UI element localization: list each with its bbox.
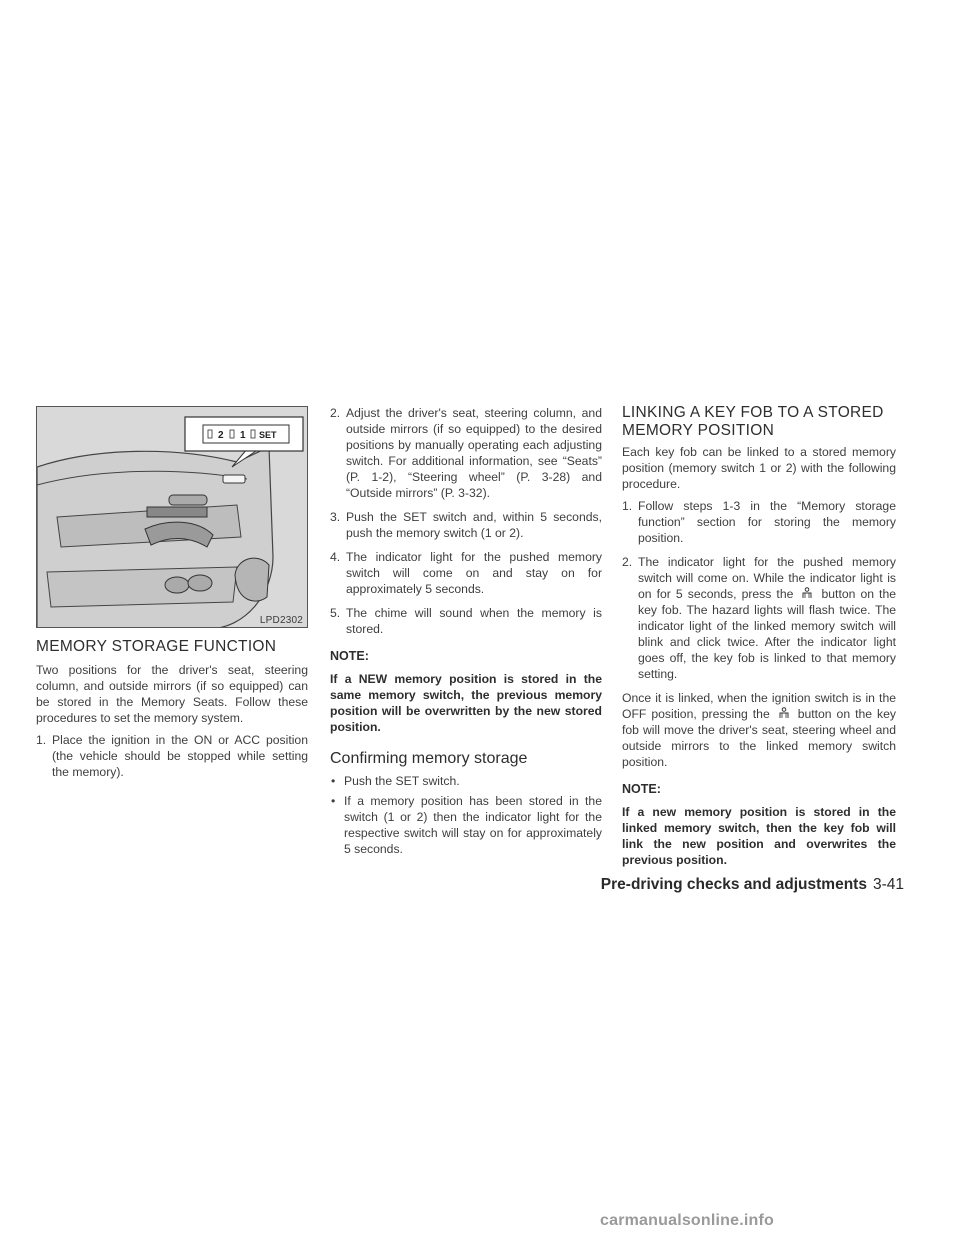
- memory-step-2: [330, 405, 602, 501]
- confirming-bullet-1: • Push the SET switch.: [330, 773, 602, 789]
- step-number: 2.: [330, 406, 341, 420]
- memory-steps-continued: [330, 405, 602, 857]
- memory-step-3: [330, 509, 602, 541]
- linking-step-2: [622, 554, 896, 682]
- section-title: Pre-driving checks and adjustments: [600, 876, 867, 893]
- memory-step-4: [330, 549, 602, 597]
- step-text: Follow steps 1-3 in the “Memory storage function” section for storing the memory position.: [638, 499, 896, 545]
- step-text: Place the ignition in the ON or ACC position (the vehicle should be stopped while setting the memory).: [52, 733, 308, 779]
- step-number: 3.: [330, 510, 341, 524]
- step-text: Adjust the driver's seat, steering column, and outside mirrors (if so equipped) to the desired positions by manually operating each adjusting switch. For additional information, see “Seats” (P. 1-2), “Steering wheel” (P. 3-28) and “Outside mirrors” (P. 3-32).: [346, 406, 602, 500]
- page-number: 3-41: [872, 876, 904, 893]
- bullet-text: Push the SET switch.: [344, 774, 460, 788]
- linking-note-text: If a new memory position is stored in the linked memory switch, then the key fob will link the new position and overwrites the previous position.: [622, 805, 896, 867]
- memory-storage-section: [36, 638, 308, 780]
- step-text: The chime will sound when the memory is stored.: [346, 606, 602, 636]
- memory-step-1: [36, 732, 308, 780]
- step-text: Push the SET switch and, within 5 seconds, push the memory switch (1 or 2).: [346, 510, 602, 540]
- confirming-heading: Confirming memory storage: [330, 750, 528, 767]
- memory-storage-intro: Two positions for the driver's seat, steering column, and outside mirrors (if so equipped) can be stored in the Memory Seats. Follow these procedures to set the memory system.: [36, 663, 308, 725]
- memory-note-text: If a NEW memory position is stored in the same memory switch, the previous memory position will be overwritten by the new stored position.: [330, 672, 602, 734]
- switch-label-2: 2: [218, 430, 224, 441]
- step-number: 4.: [330, 550, 341, 564]
- switch-label-set: SET: [259, 430, 277, 440]
- step-number: 2.: [622, 555, 633, 569]
- memory-storage-heading: MEMORY STORAGE FUNCTION: [36, 638, 277, 655]
- memory-note-label: NOTE:: [330, 649, 369, 663]
- step-number: 1.: [36, 733, 47, 747]
- confirming-bullet-2: • If a memory position has been stored in the switch (1 or 2) then the indicator light for the respective switch will stay on for approximately 5 seconds.: [331, 794, 602, 856]
- linking-intro: Each key fob can be linked to a stored memory position (memory switch 1 or 2) with the following procedure.: [622, 445, 896, 491]
- step-text: The indicator light for the pushed memory switch will come on and stay on for approximately 5 seconds.: [346, 550, 602, 596]
- linking-heading-line-1: LINKING A KEY FOB TO A STORED: [622, 404, 884, 421]
- key-fob-memory-button-icon: [800, 587, 814, 599]
- linking-heading-line-2: MEMORY POSITION: [622, 422, 775, 439]
- step-text: The indicator light for the pushed memory switch will come on. While the indicator light is on for 5 seconds, press the button on the key fob. The hazard lights will flash twice. The indicator light of the linked memory switch will blink and click twice. After the indicator light goes off, the key fob is linked to that memory setting.: [638, 555, 896, 681]
- memory-step-5: [330, 605, 602, 637]
- switch-label-1: 1: [240, 430, 246, 441]
- door-panel-drawing: [37, 407, 308, 628]
- linking-section: [622, 404, 896, 868]
- step-number: 1.: [622, 499, 633, 513]
- linking-paragraph: Once it is linked, when the ignition switch is in the OFF position, pressing the button on the key fob will move the driver's seat, steering wheel and outside mirrors to the linked memory switch position.: [622, 691, 896, 769]
- key-fob-memory-button-icon: [777, 707, 791, 719]
- watermark: carmanualsonline.info: [600, 1212, 775, 1229]
- page-footer: [601, 876, 904, 894]
- bullet-text: If a memory position has been stored in the switch (1 or 2) then the indicator light for the respective switch will stay on for approximately 5 seconds.: [344, 794, 602, 856]
- linking-note-label: NOTE:: [622, 782, 661, 796]
- door-panel-illustration: [36, 406, 308, 628]
- linking-step-1: [622, 498, 896, 546]
- step-number: 5.: [330, 606, 341, 620]
- figure-id-label: LPD2302: [259, 615, 303, 626]
